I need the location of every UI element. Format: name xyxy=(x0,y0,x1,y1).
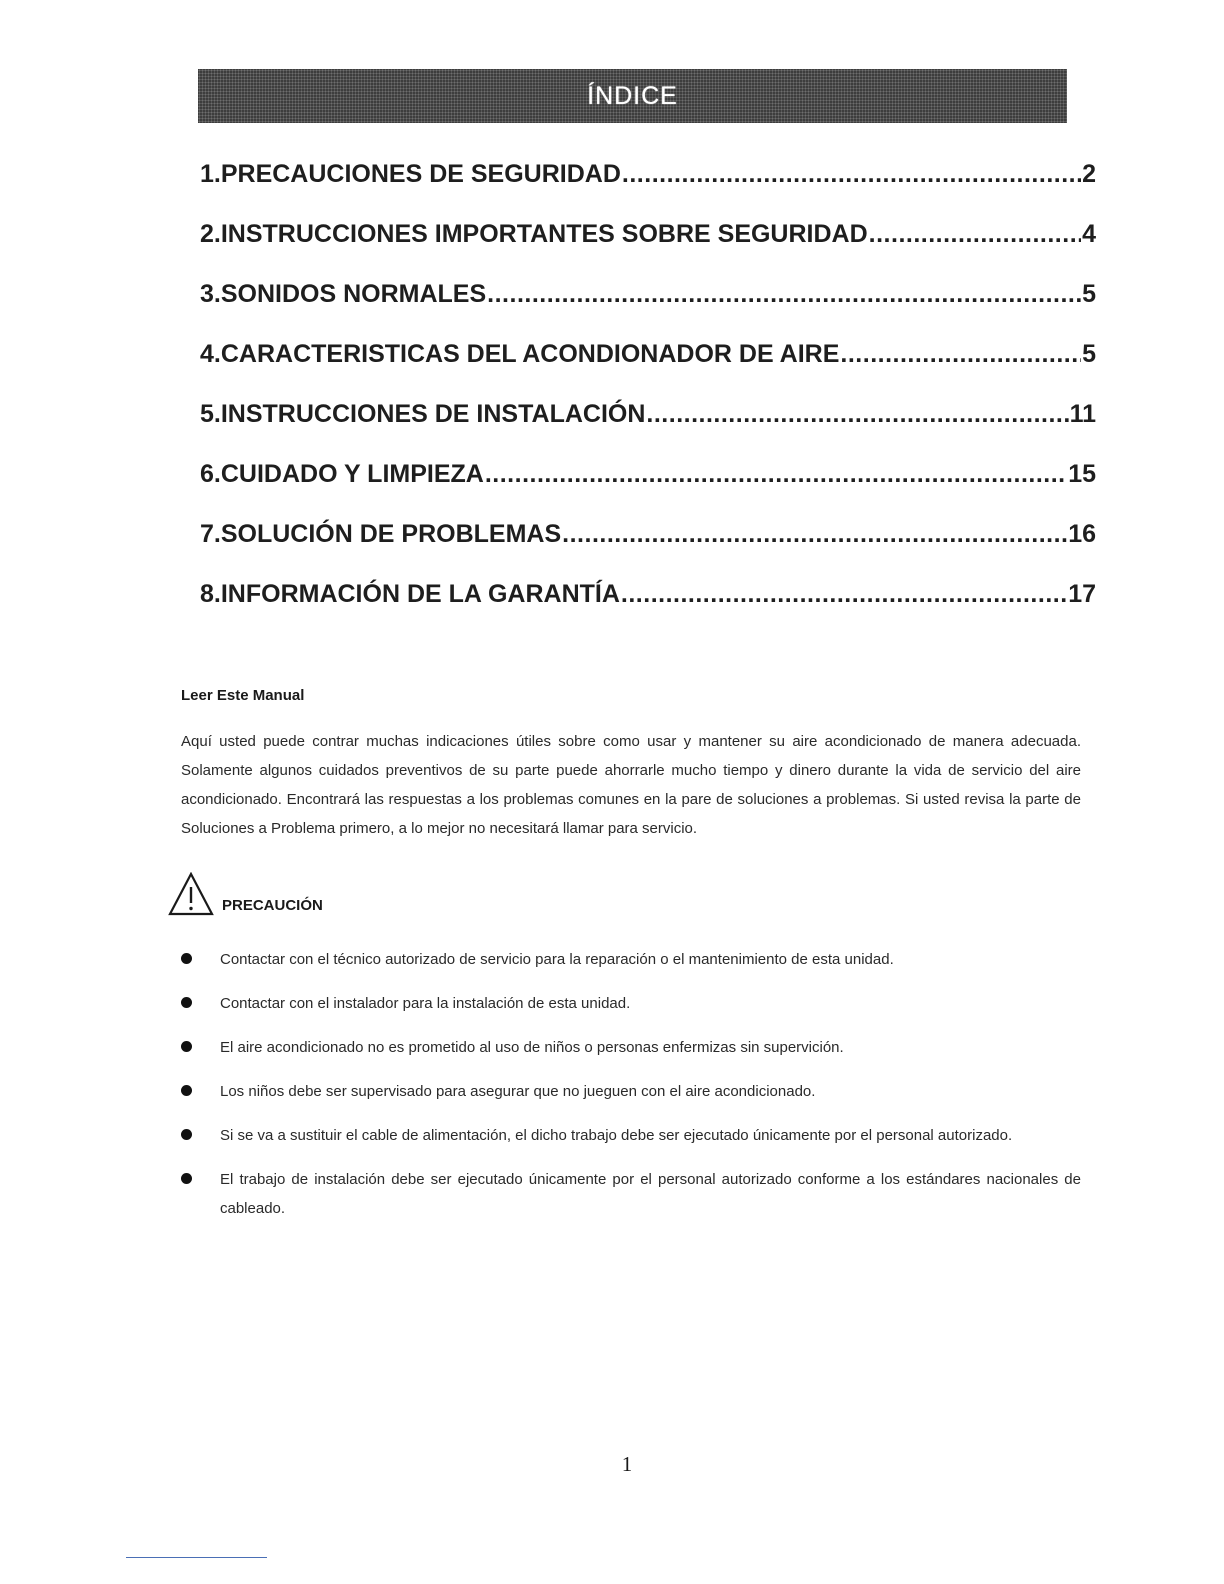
list-item-text: Los niños debe ser supervisado para asegurar que no jueguen con el aire acondicionado. xyxy=(220,1083,816,1100)
title-banner xyxy=(198,69,1067,123)
toc-entry-title: 6.CUIDADO Y LIMPIEZA xyxy=(200,460,484,488)
list-item xyxy=(181,989,1081,1018)
bullet-icon xyxy=(181,1085,192,1096)
intro-paragraph: Aquí usted puede contrar muchas indicaciones útiles sobre como usar y mantener su aire acondicionado de manera adecuada. Solamente algunos cuidados preventivos de su parte puede ahorrarle mucho tiempo y dinero durante la vida de servicio del aire acondicionado. Encontrará las respuestas a los problemas comunes en la pare de soluciones a problemas. Si usted revisa la parte de Soluciones a Problema primero, a lo mejor no necesitará llamar para servicio. xyxy=(181,733,1081,837)
toc-entry xyxy=(200,400,1096,460)
toc-dot-leader xyxy=(840,340,1081,369)
list-item xyxy=(181,1165,1081,1223)
toc-dot-leader xyxy=(869,220,1081,249)
list-item xyxy=(181,945,1081,974)
caution-label: PRECAUCIÓN xyxy=(222,897,323,914)
toc-entry-page: 11 xyxy=(1069,400,1096,428)
page-title: ÍNDICE xyxy=(587,81,678,110)
toc-dot-leader xyxy=(621,580,1067,609)
bullet-icon xyxy=(181,1041,192,1052)
toc-entry-page: 17 xyxy=(1068,580,1096,608)
toc-entry xyxy=(200,280,1096,340)
toc-entry-page: 16 xyxy=(1068,520,1096,548)
list-item-text: Si se va a sustituir el cable de alimentación, el dicho trabajo debe ser ejecutado únicamente por el personal autorizado. xyxy=(220,1127,1013,1144)
toc-entry-page: 5 xyxy=(1082,340,1096,368)
list-item-text: Contactar con el instalador para la instalación de esta unidad. xyxy=(220,995,631,1012)
toc-entry xyxy=(200,160,1096,220)
page-number: 1 xyxy=(621,1452,633,1476)
toc-entry-title: 5.INSTRUCCIONES DE INSTALACIÓN xyxy=(200,400,646,428)
toc-entry xyxy=(200,220,1096,280)
toc-entry-page: 5 xyxy=(1082,280,1096,308)
list-item-text: Contactar con el técnico autorizado de servicio para la reparación o el mantenimiento de esta unidad. xyxy=(220,951,894,968)
toc-entry-title: 1.PRECAUCIONES DE SEGURIDAD xyxy=(200,160,621,188)
table-of-contents xyxy=(200,160,1096,640)
toc-dot-leader xyxy=(562,520,1067,549)
caution-list xyxy=(181,945,1081,1238)
bullet-icon xyxy=(181,953,192,964)
toc-dot-leader xyxy=(487,280,1081,309)
bullet-icon xyxy=(181,1173,192,1184)
toc-entry-title: 4.CARACTERISTICAS DEL ACONDIONADOR DE AIRE xyxy=(200,340,840,368)
toc-entry-title: 8.INFORMACIÓN DE LA GARANTÍA xyxy=(200,580,620,608)
toc-entry xyxy=(200,520,1096,580)
footer-divider xyxy=(126,1557,267,1558)
list-item xyxy=(181,1077,1081,1106)
bullet-icon xyxy=(181,1129,192,1140)
toc-entry xyxy=(200,460,1096,520)
list-item xyxy=(181,1033,1081,1062)
list-item xyxy=(181,1121,1081,1150)
section-heading: Leer Este Manual xyxy=(181,687,305,704)
toc-dot-leader xyxy=(622,160,1081,189)
list-item-text: El aire acondicionado no es prometido al uso de niños o personas enfermizas sin supervición. xyxy=(220,1039,844,1056)
list-item-text: El trabajo de instalación debe ser ejecutado únicamente por el personal autorizado conforme a los estándares nacionales de cableado. xyxy=(220,1171,1081,1217)
toc-entry-title: 3.SONIDOS NORMALES xyxy=(200,280,487,308)
warning-triangle-icon xyxy=(168,872,214,916)
toc-entry xyxy=(200,580,1096,640)
toc-entry-page: 15 xyxy=(1068,460,1096,488)
toc-dot-leader xyxy=(485,460,1067,489)
toc-entry-title: 7.SOLUCIÓN DE PROBLEMAS xyxy=(200,520,562,548)
toc-entry xyxy=(200,340,1096,400)
toc-dot-leader xyxy=(646,400,1068,429)
caution-heading xyxy=(168,872,323,916)
toc-entry-title: 2.INSTRUCCIONES IMPORTANTES SOBRE SEGURIDAD xyxy=(200,220,868,248)
bullet-icon xyxy=(181,997,192,1008)
toc-entry-page: 4 xyxy=(1082,220,1096,248)
toc-entry-page: 2 xyxy=(1082,160,1096,188)
